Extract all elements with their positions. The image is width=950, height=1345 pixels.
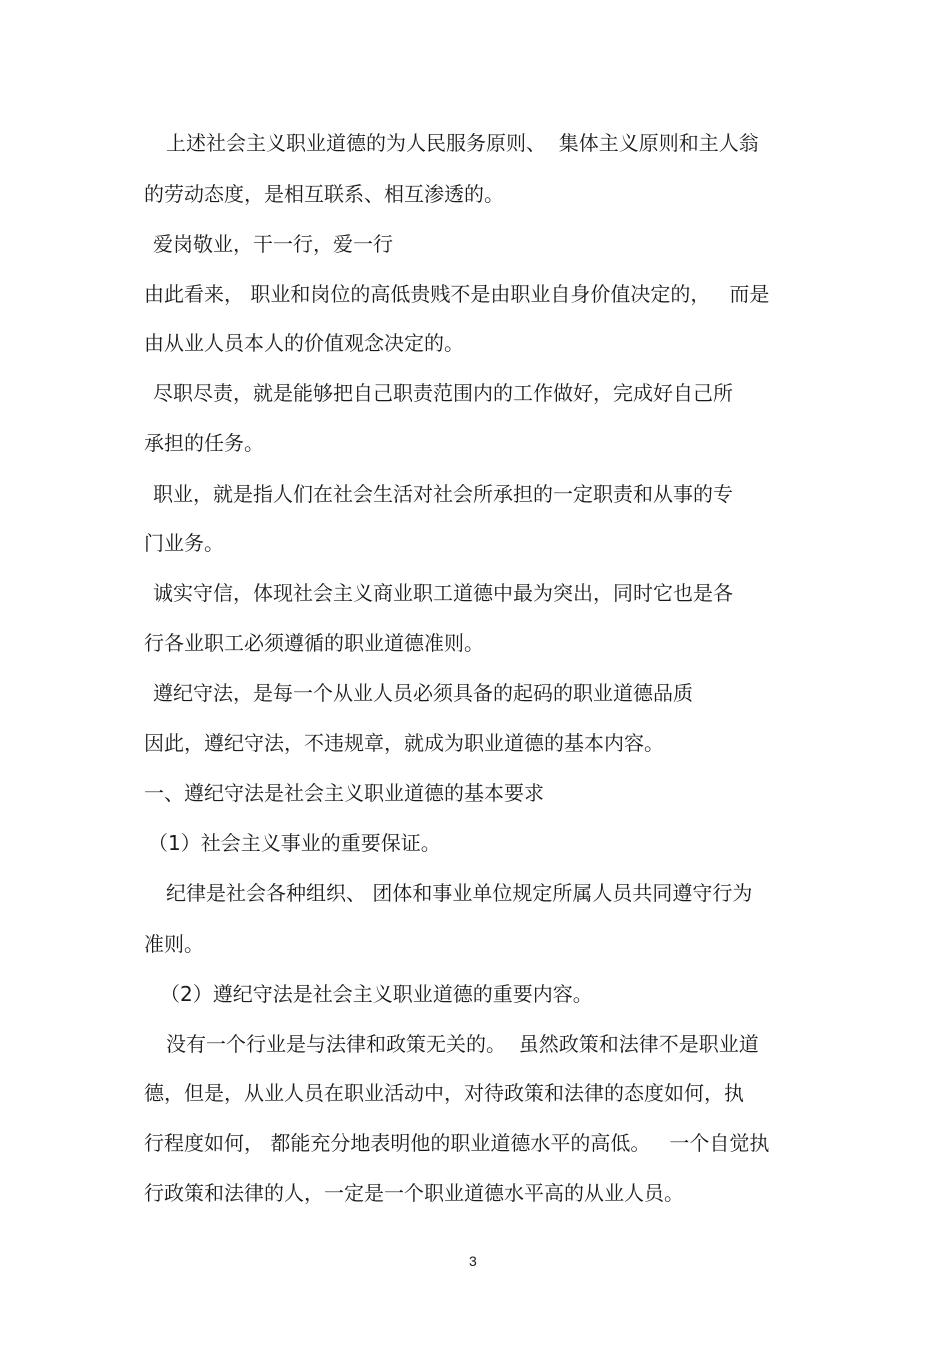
numbered-item: （1）社会主义事业的重要保证。 [148,831,441,855]
text-line: 行政策和法律的人，一定是一个职业道德水平高的从业人员。 [144,1181,684,1205]
text-line: 承担的任务。 [144,431,264,455]
text-line: 由从业人员本人的价值观念决定的。 [144,331,464,355]
text-line: 没有一个行业是与法律和政策无关的。 虽然政策和法律不是职业道 [166,1032,759,1056]
text-line: 的劳动态度，是相互联系、相互渗透的。 [144,182,504,206]
text-line: 行程度如何， 都能充分地表明他的职业道德水平的高低。 一个自觉执 [144,1131,770,1155]
numbered-item: （2）遵纪守法是社会主义职业道德的重要内容。 [160,982,593,1006]
text-line: 行各业职工必须遵循的职业道德准则。 [144,631,484,655]
text-line: 上述社会主义职业道德的为人民服务原则、 集体主义原则和主人翁 [166,131,759,155]
page-number: 3 [469,1253,477,1269]
text-line: 尽职尽责，就是能够把自己职责范围内的工作做好，完成好自己所 [153,381,733,405]
section-heading: 一、遵纪守法是社会主义职业道德的基本要求 [144,781,544,805]
text-line: 由此看来， 职业和岗位的高低贵贱不是由职业自身价值决定的， 而是 [144,282,770,306]
text-line: 门业务。 [144,531,224,555]
text-line: 德，但是，从业人员在职业活动中，对待政策和法律的态度如何，执 [144,1081,744,1105]
text-line: 纪律是社会各种组织、 团体和事业单位规定所属人员共同遵守行为 [166,881,753,905]
text-line: 因此，遵纪守法，不违规章，就成为职业道德的基本内容。 [144,731,664,755]
text-line: 诚实守信，体现社会主义商业职工道德中最为突出，同时它也是各 [153,581,733,605]
text-line: 准则。 [144,932,204,956]
text-line: 遵纪守法，是每一个从业人员必须具备的起码的职业道德品质 [153,681,693,705]
text-line: 职业，就是指人们在社会生活对社会所承担的一定职责和从事的专 [153,482,733,506]
text-line: 爱岗敬业，干一行，爱一行 [153,232,393,256]
